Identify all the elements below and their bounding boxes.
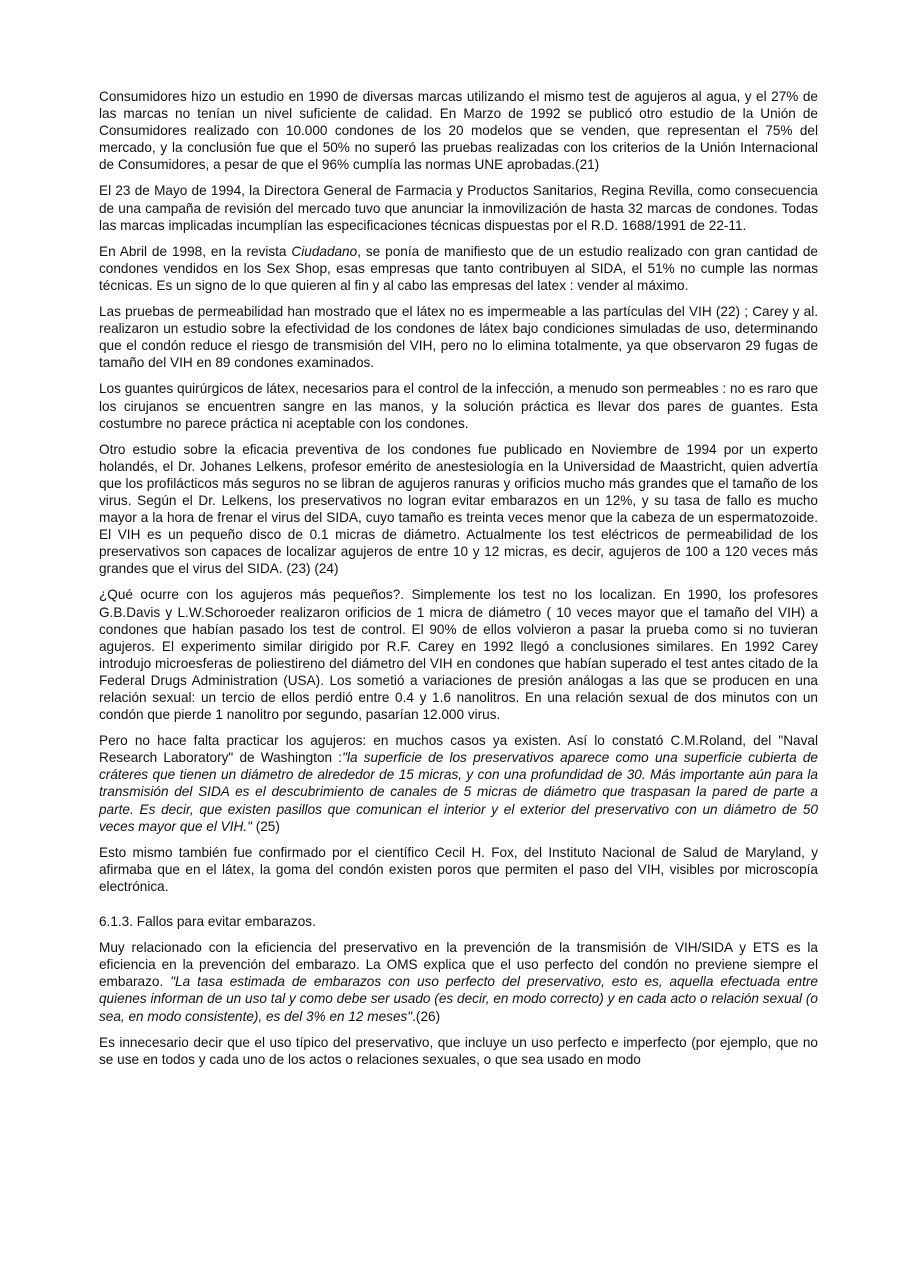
paragraph: En Abril de 1998, en la revista Ciudadano, se ponía de manifiesto que de un estudio realizado con gran cantidad de condones vendidos en los Sex Shop, esas empresas que tanto contribuyen al SIDA, el 51% no cumple las normas técnicas. Es un signo de lo que quieren al fin y al cabo las empresas del latex : vender al máximo. xyxy=(99,243,818,293)
paragraph: Las pruebas de permeabilidad han mostrado que el látex no es impermeable a las partículas del VIH (22) ; Carey y al. realizaron un estudio sobre la efectividad de los condones de látex bajo condiciones simuladas de uso, determinando que el condón reduce el riesgo de transmisión del VIH, pero no lo elimina totalmente, ya que observaron 29 fugas de tamaño del VIH en 89 condones examinados. xyxy=(99,304,818,371)
paragraph: Pero no hace falta practicar los agujeros: en muchos casos ya existen. Así lo constató C.M.Roland, del "Naval Research Laboratory" de Washington :"la superficie de los preservativos aparece como una superficie cubierta de cráteres que tienen un diámetro de alrededor de 15 micras, y con una profundidad de 30. Más importante aún para la transmisión del SIDA es el descubrimiento de canales de 5 micras de diámetro que traspasan la pared de parte a parte. Es decir, que existen pasillos que comunican el interior y el exterior del preservativo con un diámetro de 50 veces mayor que el VIH." (25) xyxy=(99,733,818,834)
italic-text: Ciudadano xyxy=(291,243,358,259)
italic-quote: "la superficie de los preservativos aparece como una superficie cubierta de cráteres que tienen un diámetro de alrededor de 15 micras, y con una profundidad de 30. Más importante aún para la transmisión del SIDA es el descubrimiento de canales de 5 micras de diámetro que traspasan la pared de parte a parte. Es decir, que existen pasillos que comunican el interior y el exterior del preservativo con un diámetro de 50 veces mayor que el VIH." xyxy=(99,750,818,834)
paragraph: Consumidores hizo un estudio en 1990 de diversas marcas utilizando el mismo test de agujeros al agua, y el 27% de las marcas no tenían un nivel suficiente de calidad. En Marzo de 1992 se publicó otro estudio de la Unión de Consumidores realizado con 10.000 condones de los 20 modelos que se venden, que representan el 75% del mercado, y la conclusión fue que el 50% no superó las pruebas realizadas con los criterios de la Unión Internacional de Consumidores, a pesar de que el 96% cumplía las normas UNE aprobadas.(21) xyxy=(99,89,818,173)
paragraph: El 23 de Mayo de 1994, la Directora General de Farmacia y Productos Sanitarios, Regina Revilla, como consecuencia de una campaña de revisión del mercado tuvo que anunciar la inmovilización de hasta 32 marcas de condones. Todas las marcas implicadas incumplían las especificaciones técnicas dispuestas por el R.D. 1688/1991 de 22-11. xyxy=(99,183,818,233)
paragraph: Los guantes quirúrgicos de látex, necesarios para el control de la infección, a menudo son permeables : no es raro que los cirujanos se encuentren sangre en las manos, y la solución práctica es llevar dos pares de guantes. Esta costumbre no parece práctica ni aceptable con los condones. xyxy=(99,381,818,431)
paragraph: Es innecesario decir que el uso típico del preservativo, que incluye un uso perfecto e imperfecto (por ejemplo, que no se use en todos y cada uno de los actos o relaciones sexuales, o que sea usado en modo xyxy=(99,1034,818,1067)
paragraph: Esto mismo también fue confirmado por el científico Cecil H. Fox, del Instituto Nacional de Salud de Maryland, y afirmaba que en el látex, la goma del condón existen poros que permiten el paso del VIH, visibles por microscopía electrónica. xyxy=(99,844,818,894)
document-page xyxy=(99,88,818,1077)
paragraph: Otro estudio sobre la eficacia preventiva de los condones fue publicado en Noviembre de 1994 por un experto holandés, el Dr. Johanes Lelkens, profesor emérito de anestesiología en la Universidad de Maastricht, quien advertía que los profilácticos más seguros no se libran de agujeros ranuras y orificios mucho más grandes que el tamaño de los virus. Según el Dr. Lelkens, los preservativos no logran evitar embarazos en un 12%, y su tasa de fallo es mucho mayor a la hora de frenar el virus del SIDA, cuyo tamaño es treinta veces menor que la cabeza de un espermatozoide. El VIH es un pequeño disco de 0.1 micras de diámetro. Actualmente los test eléctricos de permeabilidad de los preservativos son capaces de localizar agujeros de entre 10 y 12 micras, es decir, agujeros de 100 a 120 veces más grandes que el virus del SIDA. (23) (24) xyxy=(99,441,818,577)
paragraph: ¿Qué ocurre con los agujeros más pequeños?. Simplemente los test no los localizan. En 1990, los profesores G.B.Davis y L.W.Schoroeder realizaron orificios de 1 micra de diámetro ( 10 veces mayor que el tamaño del VIH) a condones que habían pasado los test de control. El 90% de ellos volvieron a pasar la prueba como si no tuvieran agujeros. El experimento similar dirigido por R.F. Carey en 1992 llegó a conclusiones similares. En 1992 Carey introdujo microesferas de poliestireno del diámetro del VIH en condones que habían superado el test antes citado de la Federal Drugs Administration (USA). Los sometió a variaciones de presión análogas a las que se producen en una relación sexual: un tercio de ellos perdió entre 0.4 y 1.6 nanolitros. En una relación sexual de dos minutos con un condón que pierde 1 nanolitro por segundo, pasarían 12.000 virus. xyxy=(99,587,818,723)
italic-quote: "La tasa estimada de embarazos con uso perfecto del preservativo, esto es, aquella efectuada entre quienes informan de un uso tal y como debe ser usado (es decir, en modo correcto) y en cada acto o relación sexual (o sea, en modo consistente), es del 3% en 12 meses" xyxy=(99,974,818,1024)
section-heading: 6.1.3. Fallos para evitar embarazos. xyxy=(99,914,316,930)
paragraph: Muy relacionado con la eficiencia del preservativo en la prevención de la transmisión de VIH/SIDA y ETS es la eficiencia en la prevención del embarazo. La OMS explica que el uso perfecto del condón no previene siempre el embarazo. "La tasa estimada de embarazos con uso perfecto del preservativo, esto es, aquella efectuada entre quienes informan de un uso tal y como debe ser usado (es decir, en modo correcto) y en cada acto o relación sexual (o sea, en modo consistente), es del 3% en 12 meses".(26) xyxy=(99,940,818,1024)
